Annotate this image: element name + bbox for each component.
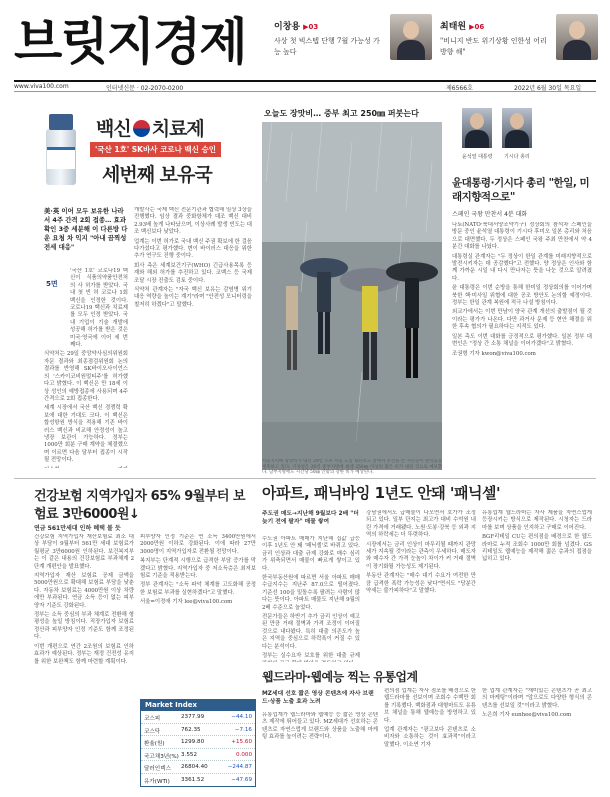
market-row: 환율(원) 1299.80 +15.60 (141, 736, 255, 749)
site-url[interactable]: www.viva100.com (14, 83, 69, 90)
promo-name: 최태원 (440, 22, 467, 32)
page-ref-badge: 5면 (46, 280, 58, 288)
banner-subtitle: 세번째 보유국 (102, 164, 212, 186)
apartment-body-col2: 강남권에서도 급매물이 나오면서 호가가 조정되고 있다. 일부 단지는 최고가 대비 수억원 내린 가격에 거래됐다. 노원·도봉·강북 등 외곽 지역의 하락세는 더 뚜렷하다. 시장에서는 금리 인상이 마무리될 때까지 관망세가 지속될 것이라는 관측이 우세하다. 매도자와 매수자 간 가격 눈높이 차이가 커 거래 절벽이 장기화될 가능성도 제기된다. 부동산 관계자는 "매수 대기 수요가 여전한 만큼 급격한 폭락 가능성은 낮다"면서도 "당분간 약세는 불가피하다"고 말했다. (366, 510, 476, 595)
webdrama-body-col3: 한 업계 관계자는 "재미있는 콘텐츠가 곧 최고의 마케팅"이라며 "앞으로도 다양한 형식의 콘텐츠를 선보일 것"이라고 밝혔다. 노은희 기자 eunhee@viva100.com (482, 688, 592, 719)
health-body-col2: 피부양자 인정 기준은 연 소득 3400만원에서 2000만원 이하로 강화된다. 이에 따라 27만3000명이 지역가입자로 전환될 전망이다. 복지부는 단계적 시행으로 급격한 부담 증가를 막겠다고 밝혔다. 지역가입자 중 저소득층은 최저보험료 기준을 적용받는다. 정부 관계자는 "소득 파악 체계를 고도화해 공정한 보험료 부과를 실현하겠다"고 말했다. 서울=이정애 기자 lee@viva100.com (140, 534, 256, 606)
vaccine-vial-icon (44, 114, 78, 188)
issue-number: 제6566호 (446, 85, 473, 92)
contact: 인터넷신문 · 02-2070-0200 (106, 85, 184, 92)
promo-text: 사상 첫 빅스텝 단행 7월 가능성 가능 높다 (274, 37, 380, 56)
portrait-photo (556, 14, 598, 60)
lead-article-headline[interactable]: 美·英 이어 모두 보유한 나라서 4주 간격 2회 접종… 효과 확인 3중 세분해 이 다른방 다운 요청 차 익지 "아내 끔찍성 전세 대응" (44, 207, 128, 251)
issue-date: 2022년 6월 30일 목요일 (514, 85, 582, 92)
webdrama-headline[interactable]: 웹드라마·웹예능 찍는 유통업계 (262, 670, 418, 684)
diplomacy-headline[interactable]: 윤대통령·기시다 총리 "한일, 미래지향적으로" (452, 177, 590, 203)
promo-box-left[interactable] (274, 14, 432, 68)
leaders-photos (452, 108, 592, 170)
health-body-col1: 건강보험 지역가입자 재산보험료 최소 대상 부담이 9월부터 561만 세대 보험료가 월평균 3만6000원 인하된다. 보건복지부는 이 같은 내용의 건강보험료 부과체계 2단계 개편안을 발표했다. 지역가입자 재산 보험료 공제 금액을 5000만원으로 확대해 보험료 부담을 낮춘다. 자동차 보험료는 4000만원 이상 차량에만 부과된다. 연금 소득 등이 없는 피부양자 기준도 강화된다. 정부는 소득 중심의 부과 체계로 전환해 형평성을 높일 방침이다. 직장가입자 보험료 정산과 피부양자 인정 기준도 함께 조정된다. 이번 개편으로 연간 2조원의 보험료 인하 효과가 예상된다. 정부는 재정 건전성 유지를 위한 보완책도 함께 마련할 계획이다. (34, 534, 134, 665)
market-index-title: Market Index (141, 700, 255, 711)
lead-article-col1: '국산 1호' 코로나19 백신이 식품의약품안전처의 사 허가를 받았다. 국내 첫 빈 허 코로나 1회 백신을 인정한 것이다. 코로나19 백신과 치료제를 모두 인정 받았다. 국내 기업이 기술 개발에 성공해 허가를 받은 것은 미국·영국에 이어 세 번째다. 식약처는 29일 중앙약사심의위원회 자문 결과와 최종점검위원회 논의 결과를 반영해 SK바이오사이언스의 '스카이코비원멀티주'를 허가했다고 밝혔다. 이 백신은 만 18세 이상 성인의 예방접종에 사용되며 4주 간격으로 2회 접종한다. 세계 시장에서 국산 백신 경쟁력 확보에 대한 기대도 크다. 이 백신은 합성항원 방식을 적용해 기존 바이러스 백신과 비교해 안정성이 높고 냉장 보관이 가능하다. 정부는 1000만 회분 구매 계약을 체결했으며 이르면 다음 달부터 접종이 시작될 전망이다. (44, 268, 128, 464)
promo-text: "비니지 반도 위기상황 인한성 어리 방향 해" (440, 37, 547, 56)
webdrama-body-col2: 편의점 업계는 자사 점포를 배경으로 한 웹드라마를 선보이며 조회수 수백만 회를 기록했다. 백화점과 대형마트도 유튜브 채널을 통해 웹예능을 방영하고 있다. 업계 관계자는 "광고보다 콘텐츠로 소비자와 소통하는 것이 효과적"이라고 말했다. 이소연 기자 (384, 688, 476, 748)
promo-page: ▶03 (303, 23, 319, 31)
vaccine-feature-banner (44, 108, 234, 198)
section-divider (14, 478, 596, 479)
diplomacy-body: 나토(NATO·북대서양조약기구) 정상회의 참석차 스페인을 방문 중인 윤석열 대통령이 기시다 후미오 일본 총리와 처음으로 대면했다. 두 정상은 스페인 국왕 주최 만찬에서 약 4분간 대화를 나눴다. 대통령실 관계자는 "두 정상이 한일 관계를 미래지향적으로 발전시키자는 데 공감했다"고 전했다. 양 정상은 인사와 함께 가까운 시일 내 다시 만나자는 뜻을 나눈 것으로 알려졌다. 윤 대통령은 이번 순방을 통해 한미일 정상회의를 이어가며 북한 핵·미사일 위협에 대한 공조 방안도 논의할 예정이다. 정부는 한일 관계 복원에 적극 나설 방침이다. 외교가에서는 이번 만남이 양국 관계 개선의 출발점이 될 것이라는 평가가 나온다. 다만 과거사 문제 등 현안 해결을 위한 후속 협의가 필요하다는 지적도 있다. 일본 측도 이번 대화를 긍정적으로 평가했다. 일본 정부 대변인은 "정상 간 소통 채널을 이어가겠다"고 밝혔다. 조권형 기자 kwon@viva100.com (452, 222, 592, 357)
masthead (14, 10, 596, 80)
photo-label: 기시다 총리 (504, 154, 530, 160)
market-row: 코스피 2377.99 −44.10 (141, 711, 255, 724)
portrait-photo (390, 14, 432, 60)
diplomacy-subhead: 스페인 국왕 만찬서 4분 대화 (452, 211, 528, 218)
dateline-bar (14, 80, 596, 92)
banner-tag: '국산 1호' SK바사 코로나 백신 승인 (90, 142, 221, 157)
market-row: 달러인덱스 26804.40 −244.87 (141, 761, 255, 774)
market-index-table (140, 699, 256, 787)
market-row: 국고채3년(%) 3.552 0.000 (141, 749, 255, 762)
taegeuk-icon (133, 120, 150, 137)
health-headline[interactable]: 건강보험 지역가입자 65% 9월부터 보험료 3만6000원↓ (34, 489, 246, 522)
promo-name: 이창용 (274, 22, 301, 32)
newspaper-logo[interactable]: 브릿지경제 (14, 13, 246, 71)
health-subhead: 연금 561만세대 인하 혜택 볼 듯 (34, 525, 121, 532)
market-row: 유가(WTI) 3361.52 −47.69 (144, 776, 252, 785)
promo-page: ▶06 (469, 23, 485, 31)
lead-article-col2: 개발사는 국제 백신 전문기관과 협력해 임상 3상을 진행했다. 임상 결과 중화항체가 대조 백신 대비 2.93배 높게 나타났으며, 이상사례 발생 빈도는 대조 백신보다 낮았다. 업계는 이번 허가로 국내 백신 주권 확보에 한 걸음 다가섰다고 평가했다. 변이 바이러스 대응을 위한 추가 연구도 진행 중이다. 회사 측은 세계보건기구(WHO) 긴급사용목록 등재와 해외 허가를 추진하고 있다. 코백스 등 국제 조달 시장 진출도 검토 중이다. 식약처 관계자는 "자국 백신 보유는 감염병 위기 대응 역량을 높이는 계기"라며 "안전성 모니터링을 철저히 하겠다"고 말했다. (134, 207, 252, 308)
webdrama-body-col1: 유통업계가 웹드라마와 웹예능 등 짧은 영상 콘텐츠 제작에 뛰어들고 있다. MZ세대가 선호하는 콘텐츠로 자연스럽게 브랜드와 상품을 노출해 마케팅 효과를 높이려는 전략이다. (262, 712, 378, 741)
promo-box-right[interactable] (440, 14, 598, 68)
prime-minister-photo (502, 108, 532, 148)
apartment-subhead: 주도권 매도→지난해 9월보다 2배 "더 늦기 전에 팔자" 매물 쌓여 (262, 511, 359, 525)
photo-caption: 서울지역에 장맛비가 내린 29일 오후 서울 도심 횡단보도 앞에서 우산을 쓴 시민들이 발걸음을 재촉하고 있다. 기상청은 30일 중부지방에 최대 250㎜ 이상의 많은 비가 내릴 것으로 예보했다. 남부지방에도 시간당 50㎜ 안팎의 강한 비가 예상된다. (262, 459, 442, 476)
apartment-body-col3: 유통업계 웹드라마는 자사 제품을 자연스럽게 등장시키는 방식으로 제작된다. 시청자는 드라마를 보며 상품을 인지하고 구매로 이어진다. BGF리테일 CU는 편의점을 배경으로 한 웹드라마로 누적 조회수 1000만 회를 넘겼다. GS리테일도 웹예능을 제작해 젊은 층과의 접점을 넓히고 있다. (482, 510, 592, 563)
president-photo (462, 108, 492, 148)
market-row: 코스닥 762.35 −7.16 (141, 724, 255, 737)
rain-street-photo (262, 122, 442, 470)
webdrama-subhead: MZ세대 선호 짧은 영상 콘텐츠에 자사 브랜드·상품 노출 효과 노려 (262, 691, 374, 705)
apartment-body-col1: 수도권 아파트 매매가 지난해 집값 급등 이후 1년도 안 돼 '패닉셀'로 바뀌고 있다. 금리 인상과 대출 규제 강화로 매수 심리가 위축되면서 매물이 빠르게 쌓이고 있다. 한국부동산원에 따르면 서울 아파트 매매수급지수는 지난주 87.0으로 떨어졌다. 기준선 100을 밑돌수록 팔려는 사람이 많다는 뜻이다. 아파트 매물도 지난해 9월의 2배 수준으로 늘었다. 전문가들은 하반기 추가 금리 인상이 예고된 만큼 거래 절벽과 가격 조정이 이어질 것으로 내다봤다. 특히 대출 의존도가 높은 지역을 중심으로 하락폭이 커질 수 있다는 분석이다. 정부는 실수요자 보호를 위한 대출 규제 (262, 536, 360, 660)
banner-title: 백신 치료제 (96, 118, 204, 140)
apartment-headline[interactable]: 아파트, 패닉바잉 1년도 안돼 '패닉셀' (262, 484, 501, 502)
photo-label: 윤석열 대통령 (462, 154, 493, 160)
photo-headline[interactable]: 오늘도 장맛비… 중부 최고 250㎜ 퍼붓는다 (264, 109, 419, 118)
